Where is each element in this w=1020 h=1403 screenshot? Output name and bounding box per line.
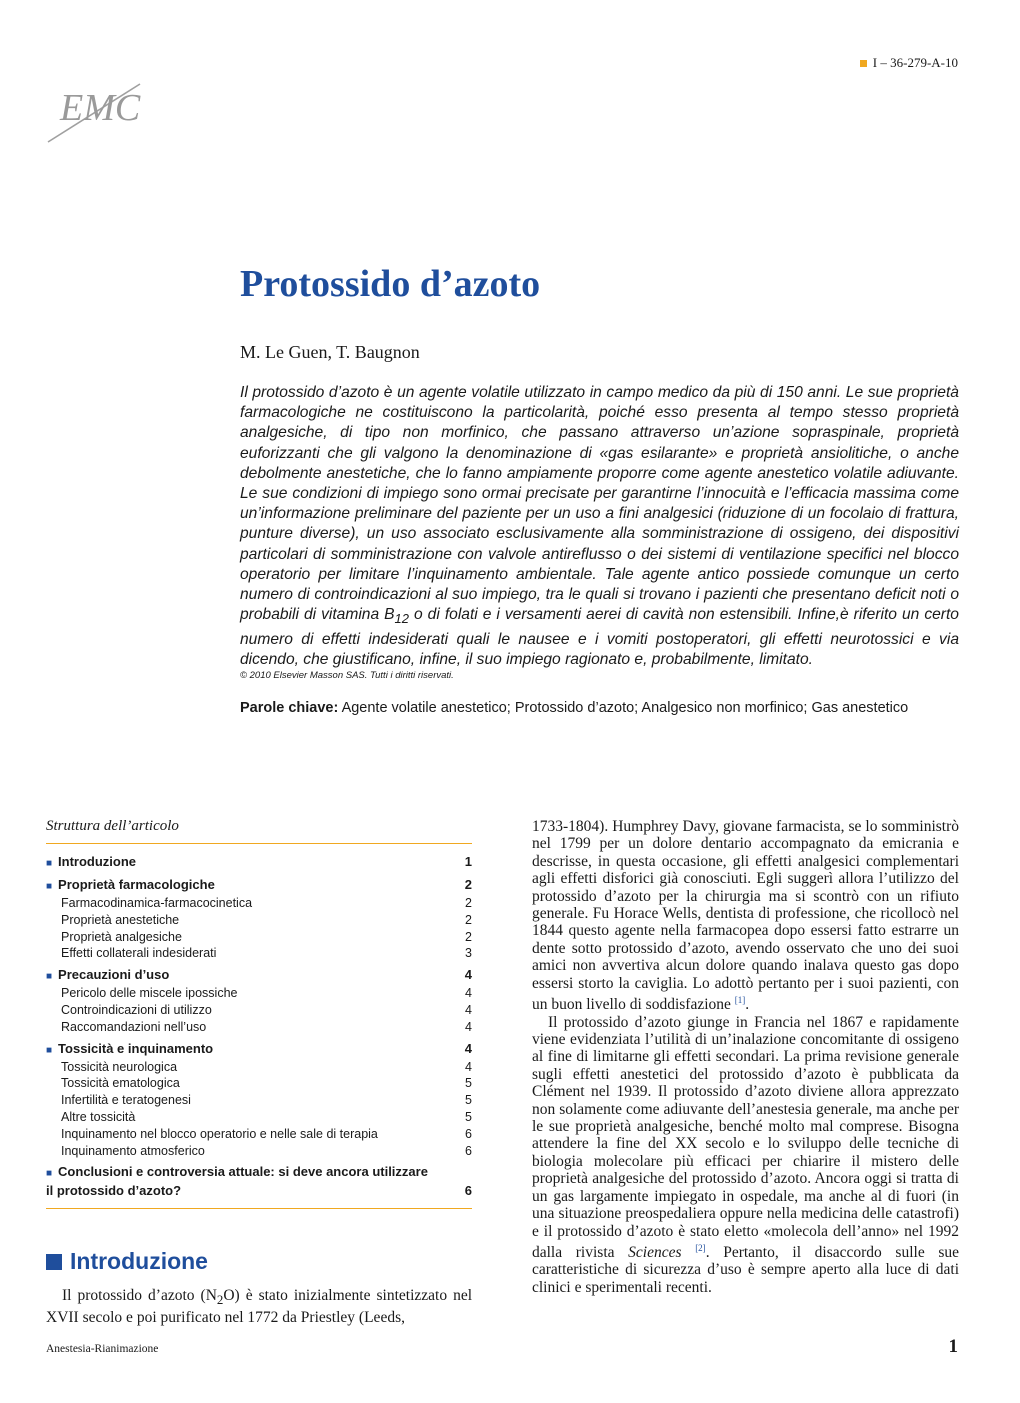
toc-subitem[interactable] xyxy=(46,1019,472,1036)
toc-subitem-label: Raccomandazioni nell’uso xyxy=(61,1019,207,1034)
keywords-label: Parole chiave: xyxy=(240,700,339,716)
toc-item[interactable] xyxy=(46,1040,472,1059)
section-heading-text: Introduzione xyxy=(70,1248,208,1274)
emc-logo xyxy=(44,68,144,148)
toc-subitem[interactable] xyxy=(46,1092,472,1109)
toc-list xyxy=(46,853,472,1159)
toc-item[interactable] xyxy=(46,853,472,872)
toc-subitem[interactable] xyxy=(46,895,472,912)
citation-link[interactable]: [1] xyxy=(734,995,746,1006)
toc-subitem[interactable] xyxy=(46,1126,472,1143)
toc-subitem-page: 5 xyxy=(465,1109,472,1124)
toc-subitem-label: Inquinamento nel blocco operatorio e nelle sale di terapia xyxy=(61,1126,378,1141)
journal-name: Sciences xyxy=(628,1244,682,1262)
orange-square-icon xyxy=(860,60,867,67)
table-of-contents xyxy=(46,818,472,1209)
toc-item-conclusions[interactable] xyxy=(46,1163,472,1199)
intro-p2-text: Il protossido d’azoto giunge in Francia nel 1867 e rapidamente viene evidenziata l’utilità di un’inalazione concomitante di ossigeno al fine di limitarne gli effetti secondari. La prima revisione generale sugli effetti anestetici del protossido d’azoto è pubblicata da Clément nel 1939. Il protossido d’azoto diviene allora apprezzato non solamente come adiuvante dell’anestesia generale, ma anche per le sue proprietà analgesiche, benché molto mal comprese. Bisogna attendere la fine del XX secolo e lo sviluppo delle tecniche di biologia molecolare più efficaci per chiarire il mistero delle proprietà analgesiche del protossido d’azoto. Ancora oggi si tratta di un gas largamente impiegato in ospedale, ma anche al di fuori (in una situazione preospedaliera oppure nella medicina delle catastrofi) e il protossido d’azoto è stato eletto «molecola dell’anno» nel 1992 dalla rivista xyxy=(532,1013,959,1262)
toc-subitem[interactable] xyxy=(46,1143,472,1160)
footer-journal: Anestesia-Rianimazione xyxy=(46,1343,159,1355)
intro-left-subscript: 2 xyxy=(216,1292,224,1308)
toc-subitem[interactable] xyxy=(46,929,472,946)
toc-subitem-page: 5 xyxy=(465,1076,472,1091)
toc-subitem-page: 3 xyxy=(465,946,472,961)
abstract-text-1: Il protossido d’azoto è un agente volatile utilizzato in campo medico da più di 150 anni. Le sue proprietà farmacologiche ne costituiscono la particolarità, poiché esso presenta al tempo stesso proprietà analgesiche, di tipo non morfinico, che passano attraverso un’azione sopraspinale, proprietà euforizzanti che gli valgono la denominazione di «gas esilarante» e proprietà ansiolitiche, o anche debolmente anestetiche, che lo fanno ampiamente proporre come agente anestetico volatile adiuvante. Le sue condizioni di impiego sono ormai precisate per garantirne l’innocuità e l’efficacia massima come un’informazione preliminare del paziente per un uso a fini analgesici (riduzione di un focolaio di frattura, punture diverse), un uso associato esclusivamente alla somministrazione di ossigeno, dei dispositivi particolari di somministrazione con valvole antireflusso o dei sistemi di ventilazione specifici nel blocco operatorio per limitare l’inquinamento ambientale. Tale agente antico possiede comunque un certo numero di controindicazioni al suo impiego, tra le quali si trovano i pazienti che presentano deficit noti o probabili di vitamina B xyxy=(240,384,959,624)
intro-p1-end: . xyxy=(745,996,750,1014)
toc-bottom-rule xyxy=(46,1208,472,1209)
intro-paragraph-2 xyxy=(532,1014,959,1297)
toc-subitem-label: Farmacodinamica-farmacocinetica xyxy=(61,896,253,910)
toc-item-page: 4 xyxy=(464,967,472,983)
toc-item-label: ■ Tossicità e inquinamento xyxy=(46,1040,213,1059)
toc-subitem-label: Proprietà analgesiche xyxy=(61,929,182,944)
toc-subitem-label: Proprietà anestetiche xyxy=(61,912,180,927)
doc-ref-text: I – 36-279-A-10 xyxy=(872,55,958,70)
toc-subitem[interactable] xyxy=(46,912,472,929)
toc-item[interactable] xyxy=(46,966,472,985)
keywords xyxy=(240,700,908,716)
toc-subitem-page: 4 xyxy=(465,986,472,1001)
toc-item-label: ■ Introduzione xyxy=(46,853,136,872)
toc-item-page: 1 xyxy=(464,854,472,869)
blue-square-icon xyxy=(46,1254,62,1270)
toc-subitem[interactable] xyxy=(46,1075,472,1092)
toc-item[interactable] xyxy=(46,876,472,895)
toc-item-page: 2 xyxy=(464,877,472,892)
toc-subitem-page: 6 xyxy=(465,1126,472,1141)
intro-left-text-1: Il protossido d’azoto (N xyxy=(62,1287,217,1304)
abstract xyxy=(240,383,959,670)
intro-p1-text: 1733-1804). Humphrey Davy, giovane farmacista, se lo somministrò nel 1799 per un dolore dentario accompagnato da emicrania e descrisse, in questa occasione, gli effetti analgesici complementari agli effetti disforici già conosciuti. Egli suggerì allora l’utilizzo del protossido d’azoto per la chirurgia ma si scontrò con un rifiuto generale. Fu Horace Wells, dentista di professione, che ricollocò nel 1844 questo agente nella farmacopea dopo essersi fatto estrarre un dente sotto protossido d’azoto, avendo osservato che uno dei suoi amici non avvertiva alcun dolore quando inalava questo gas dopo essersi storto la caviglia. Lo adottò pertanto per i suoi pazienti, con un buon livello di soddisfazione xyxy=(532,818,959,1014)
toc-subitem-page: 2 xyxy=(465,929,472,944)
toc-subitem[interactable] xyxy=(46,1002,472,1019)
intro-p2-end: . Pertanto, il disaccordo sulle sue caratteristiche di sicurezza d’uso è sempre aperto alla luce di dati clinici e sperimentali recenti. xyxy=(532,1244,960,1296)
toc-subitem-label: Inquinamento atmosferico xyxy=(61,1143,205,1158)
toc-item-page: 4 xyxy=(464,1040,472,1056)
toc-subitem[interactable] xyxy=(46,1059,472,1076)
toc-subitem-label: Altre tossicità xyxy=(61,1109,136,1124)
toc-subitem[interactable] xyxy=(46,985,472,1002)
toc-item-page: 6 xyxy=(464,1183,472,1199)
toc-subitem-page: 4 xyxy=(465,1019,472,1034)
authors: M. Le Guen, T. Baugnon xyxy=(240,342,420,362)
logo-text: EMC xyxy=(60,87,141,129)
keywords-text: Agente volatile anestetico; Protossido d’azoto; Analgesico non morfinico; Gas anestetico xyxy=(341,700,909,716)
toc-item-label: ■ Precauzioni d’uso xyxy=(46,966,169,985)
citation-link[interactable]: [2] xyxy=(695,1242,706,1253)
toc-subitem-label: Effetti collaterali indesiderati xyxy=(61,946,217,961)
abstract-subscript: 12 xyxy=(394,611,410,627)
section-heading-introduzione xyxy=(46,1248,208,1275)
toc-item-label-line2: il protossido d’azoto? xyxy=(46,1183,182,1199)
toc-subitem[interactable] xyxy=(46,1109,472,1126)
toc-subitem-label: Tossicità neurologica xyxy=(61,1059,178,1074)
toc-subitem-page: 4 xyxy=(465,1002,472,1017)
toc-subitem-label: Infertilità e teratogenesi xyxy=(61,1093,191,1108)
toc-subitem-label: Tossicità ematologica xyxy=(61,1076,180,1091)
intro-paragraph-left xyxy=(46,1287,472,1326)
toc-subitem-page: 6 xyxy=(465,1143,472,1158)
toc-subitem-page: 4 xyxy=(465,1059,472,1074)
toc-subitem[interactable] xyxy=(46,945,472,962)
intro-paragraph-1 xyxy=(532,818,959,1014)
toc-subitem-page: 2 xyxy=(465,896,472,910)
intro-left-text-2: O) è stato inizialmente sintetizzato nel XVII secolo e poi purificato nel 1772 da Priestley (Leeds, xyxy=(46,1287,473,1326)
toc-subitem-page: 5 xyxy=(465,1093,472,1108)
page-number: 1 xyxy=(948,1336,958,1357)
toc-title: Struttura dell’articolo xyxy=(46,818,472,844)
right-column xyxy=(532,818,959,1296)
article-title: Protossido d’azoto xyxy=(240,263,541,305)
copyright: © 2010 Elsevier Masson SAS. Tutti i diritti riservati. xyxy=(240,670,454,681)
toc-subitem-label: Pericolo delle miscele ipossiche xyxy=(61,986,238,1001)
toc-item-label-line1: ■ Conclusioni e controversia attuale: si deve ancora utilizzare xyxy=(46,1163,472,1182)
abstract-text-2: o di folati e i versamenti aerei di cavità non estensibili. Infine,è riferito un certo numero di effetti indesiderati quali le nausee e i vomiti postoperatori, gli effetti neurotossici e via dicendo, che giustificano, infine, il suo impiego ragionato e, probabilmente, limitato. xyxy=(240,606,959,668)
toc-subitem-page: 2 xyxy=(465,912,472,927)
toc-subitem-label: Controindicazioni di utilizzo xyxy=(61,1002,212,1017)
document-reference xyxy=(860,55,958,71)
toc-item-label: ■ Proprietà farmacologiche xyxy=(46,876,215,895)
